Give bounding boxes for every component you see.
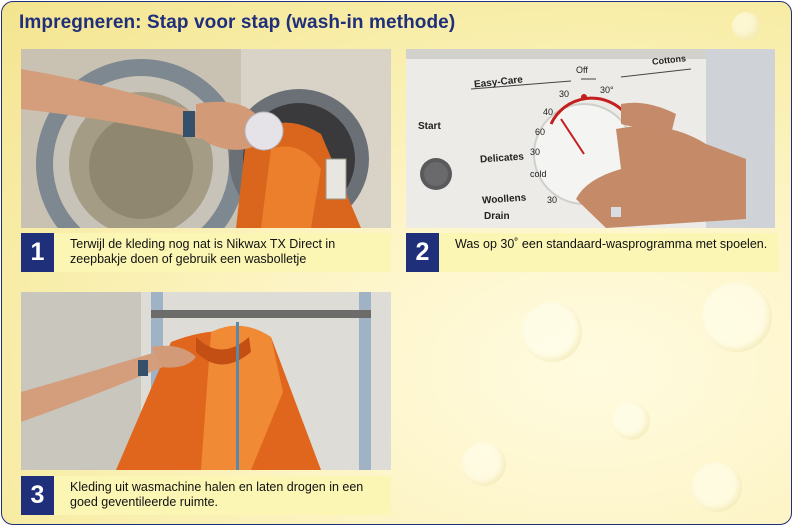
step-3-photo — [21, 292, 391, 470]
dial-label-start: Start — [418, 121, 441, 132]
step-text: Terwijl de kleding nog nat is Nikwax TX Direct in zeepbakje doen of gebruik een wasbolletje — [70, 237, 336, 266]
dial-label-off: Off — [576, 65, 588, 75]
bubble-decoration — [732, 12, 760, 40]
step-1-caption — [21, 233, 391, 272]
step-number: 3 — [21, 476, 54, 515]
bubble-decoration — [612, 402, 650, 440]
dial-label-drain: Drain — [484, 211, 510, 222]
dial-label-easy-care: Easy-Care — [473, 74, 524, 91]
step-text: Kleding uit wasmachine halen en laten drogen in een goed geventileerde ruimte. — [70, 480, 364, 509]
step-2-photo — [406, 49, 775, 228]
dial-label-30c: 30 — [547, 195, 558, 205]
drying-jacket-illustration — [21, 292, 391, 470]
washing-machine-door-illustration — [21, 49, 391, 228]
step-text: Was op 30˚ een standaard-wasprogramma met spoelen. — [455, 237, 768, 251]
dial-label-60: 60 — [535, 127, 546, 137]
dial-label-30b: 30 — [530, 147, 541, 157]
bubble-decoration — [702, 282, 772, 352]
step-number: 2 — [406, 233, 439, 272]
dial-label-delicates: Delicates — [479, 151, 525, 166]
step-number: 1 — [21, 233, 54, 272]
dial-label-cottons: Cottons — [651, 53, 687, 67]
page-title: Impregneren: Stap voor stap (wash-in methode) — [19, 12, 456, 33]
bubble-decoration — [692, 462, 742, 512]
bubble-decoration — [462, 442, 506, 486]
step-3-caption — [21, 476, 391, 515]
washing-machine-dial-illustration — [406, 49, 775, 228]
step-1-photo — [21, 49, 391, 228]
dial-label-30deg: 30° — [600, 85, 614, 95]
dial-label-woollens: Woollens — [481, 192, 527, 207]
step-2-caption — [406, 233, 778, 272]
dial-label-cold: cold — [530, 169, 547, 179]
bubble-decoration — [522, 302, 582, 362]
dial-label-40: 40 — [543, 107, 554, 117]
dial-label-30a: 30 — [559, 89, 570, 99]
instruction-panel — [1, 1, 792, 525]
